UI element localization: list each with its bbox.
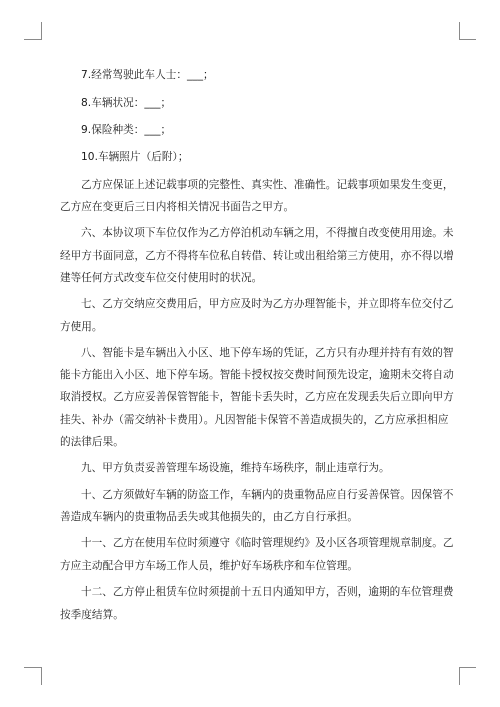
clause-nine-line: 九、甲方负责妥善管理车场设施，维持车场秩序，制止违章行为。	[81, 462, 390, 474]
item-vehicle-condition: 8.车辆状况：___；	[81, 97, 172, 109]
paragraph-line: 乙方应保证上述记载事项的完整性、真实性、准确性。记载事项如果发生变更，	[81, 179, 454, 191]
crop-mark-top-right-h	[459, 39, 476, 40]
clause-eight-line: 能卡方能出入小区、地下停车场。智能卡授权按交费时间预先设定，逾期未交将自动	[60, 369, 454, 381]
clause-seven-line: 方使用。	[60, 321, 103, 333]
clause-ten-line: 善造成车辆内的贵重物品丢失或其他损失的，由乙方自行承担。	[60, 511, 359, 523]
clause-six-line: 建等任何方式改变车位交付使用时的状况。	[60, 272, 263, 284]
crop-mark-bottom-right-h	[459, 667, 476, 668]
item-insurance-type: 9.保险种类：___；	[81, 124, 172, 136]
crop-mark-bottom-left-v	[41, 667, 42, 685]
crop-mark-bottom-left-h	[24, 667, 41, 668]
clause-eleven-line: 方应主动配合甲方车场工作人员，维护好车场秩序和车位管理。	[60, 560, 359, 572]
crop-mark-top-left-h	[24, 39, 41, 40]
clause-six-line: 六、本协议项下车位仅作为乙方停泊机动车辆之用，不得擅自改变使用用途。未	[81, 227, 454, 239]
crop-mark-top-left-v	[41, 22, 42, 40]
item-vehicle-photos: 10.车辆照片（后附）；	[81, 151, 189, 163]
clause-eight-line: 的法律后果。	[60, 436, 124, 448]
clause-eight-line: 八、智能卡是车辆出入小区、地下停车场的凭证，乙方只有办理并持有有效的智	[81, 347, 454, 359]
paragraph-line: 乙方应在变更后三日内将相关情况书面告之甲方。	[60, 201, 295, 213]
item-frequent-driver: 7.经常驾驶此车人士：___；	[81, 69, 214, 81]
crop-mark-top-right-v	[459, 22, 460, 40]
clause-twelve-line: 按季度结算。	[60, 609, 124, 621]
clause-twelve-line: 十二、乙方停止租赁车位时须提前十五日内通知甲方，否则，逾期的车位管理费	[81, 586, 454, 598]
clause-ten-line: 十、乙方须做好车辆的防盗工作，车辆内的贵重物品应自行妥善保管。因保管不	[81, 489, 454, 501]
clause-seven-line: 七、乙方交纳应交费用后，甲方应及时为乙方办理智能卡，并立即将车位交付乙	[81, 298, 454, 310]
crop-mark-bottom-right-v	[459, 667, 460, 685]
clause-six-line: 经甲方书面同意，乙方不得将车位私自转借、转让或出租给第三方使用，亦不得以增	[60, 250, 454, 262]
clause-eight-line: 挂失、补办（需交纳补卡费用）。凡因智能卡保管不善造成损失的，乙方应承担相应	[60, 414, 449, 426]
clause-eleven-line: 十一、乙方在使用车位时须遵守《临时管理规约》及小区各项管理规章制度。乙	[81, 537, 454, 549]
clause-eight-line: 取消授权。乙方应妥善保管智能卡，智能卡丢失时，乙方应在发现丢失后立即向甲方	[60, 391, 454, 403]
